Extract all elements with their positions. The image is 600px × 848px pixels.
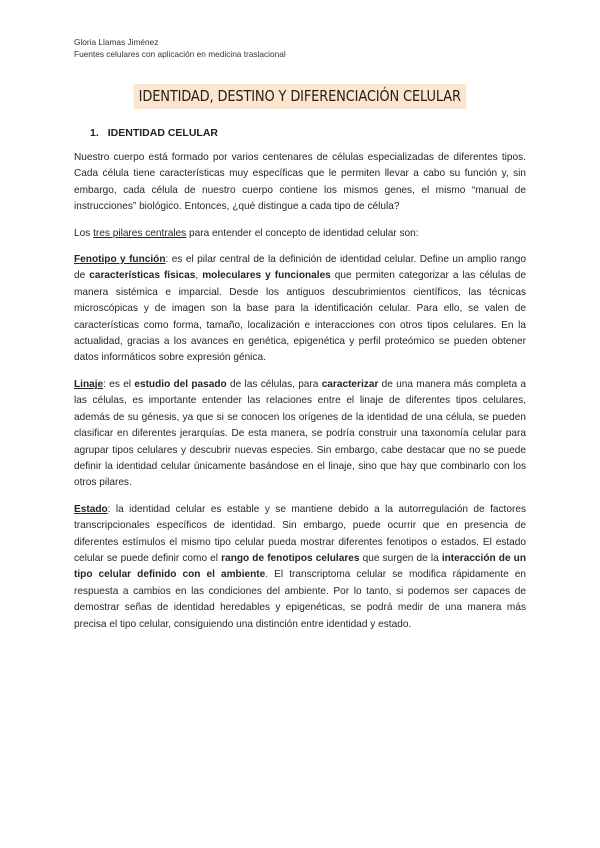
fenotipo-term: Fenotipo y función [74, 254, 166, 266]
document-title: IDENTIDAD, DESTINO Y DIFERENCIACIÓN CELULAR [134, 84, 466, 109]
page-header [74, 36, 286, 60]
linaje-paragraph [74, 377, 526, 492]
linaje-term: Linaje [74, 378, 104, 390]
title-container [0, 84, 600, 109]
linaje-text-2: de las células, para [226, 378, 322, 390]
linaje-text-3: de una manera más completa a las células, es importante entender las relaciones entre el linaje de diferentes tipos celulares, además de su génesis, ya que si se conocen los orígenes de la identidad de una célula, se pueden clasificar en diferentes jerarquías. De esta manera, se podría construir una taxonomía celular para agrupar tipos celulares y descubrir nuevas especies. Sin embargo, cabe destacar que no se puede definir la identidad celular únicamente basándose en el linaje, sino que hay que combinarlo con los otros pilares. [74, 378, 526, 489]
fenotipo-text-1: : es el pilar central de la definición de identidad celular. Define un amplio rango de [74, 254, 526, 282]
fenotipo-text-2: , [195, 270, 203, 282]
section-title: IDENTIDAD CELULAR [107, 127, 219, 139]
estado-text-3: . El transcriptoma celular se modifica rápidamente en respuesta a cambios en las condiciones del ambiente. Por lo tanto, si podemos ser capaces de demostrar señas de identidad heredables y epigenéticas, se podrá medir de una manera más precisa el tipo celular, consiguiendo una distinción entre identidad y estado. [74, 569, 526, 630]
linaje-bold-1: estudio del pasado [134, 378, 227, 390]
estado-term: Estado [74, 503, 108, 515]
estado-paragraph [74, 502, 526, 633]
fenotipo-text-3: que permiten categorizar a las células de manera sistémica e imparcial. Desde los antiguos descubrimientos científicos, las técnicas microscópicas y de imagen son la base para la identificación celular. Para ello, se valen de características como forma, tamaño, localización e interacciones con otros tipos celulares. En la actualidad, gracias a los avances en genética, epigenética y perfil proteómico se pueden obtener datos informáticos sobre expresión génica. [74, 270, 526, 364]
document-body [74, 150, 526, 643]
intro-paragraph: Nuestro cuerpo está formado por varios centenares de células especializadas de diferentes tipos. Cada célula tiene características muy específicas que le permiten llevar a cabo su función y, sin embargo, cada célula de nuestro cuerpo contiene los mismos genes, el mismo “manual de instrucciones” biológico. Entonces, ¿qué distingue a cada tipo de célula? [74, 152, 526, 213]
section-heading [90, 127, 218, 139]
pillars-text-before: Los [74, 227, 94, 239]
linaje-text-1: : es el [103, 378, 135, 390]
fenotipo-bold-1: características físicas [89, 270, 196, 282]
pillars-highlight: tres pilares centrales [93, 227, 187, 239]
estado-text-2: que surgen de la [359, 552, 442, 564]
estado-text-1: : la identidad celular es estable y se mantiene debido a la autorregulación de factores transcripcionales específicos de identidad. Sin embargo, puede ocurrir que en presencia de diferentes estímulos el mismo tipo celular pueda mostrar diferentes fenotipos o estados. El estado celular se puede definir como el [74, 503, 526, 564]
pillars-intro-paragraph [74, 226, 526, 242]
estado-bold-2: interacción de un tipo celular definido con el ambiente [74, 552, 527, 581]
estado-bold-1: rango de fenotipos celulares [221, 552, 360, 564]
fenotipo-bold-2: moleculares y funcionales [202, 270, 331, 282]
linaje-bold-2: caracterizar [321, 378, 379, 390]
fenotipo-paragraph [74, 252, 526, 367]
pillars-text-after: para entender el concepto de identidad celular son: [186, 227, 419, 239]
course-subject: Fuentes celulares con aplicación en medicina traslacional [74, 49, 286, 59]
section-number: 1. [90, 127, 99, 139]
author-name: Gloria Llamas Jiménez [74, 37, 159, 47]
